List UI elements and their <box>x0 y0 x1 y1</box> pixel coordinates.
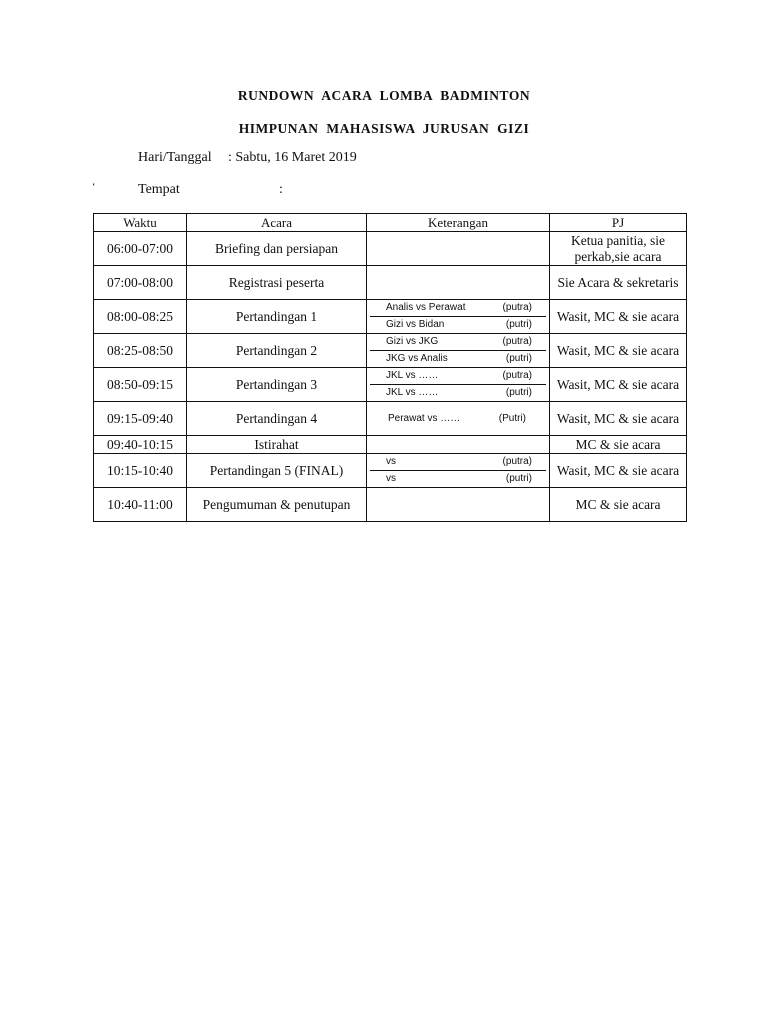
cell-acara: Pertandingan 5 (FINAL) <box>187 454 367 488</box>
match-teams: vs <box>386 456 396 467</box>
cell-waktu: 10:15-10:40 <box>94 454 187 488</box>
cell-waktu: 06:00-07:00 <box>94 232 187 266</box>
table-row <box>94 232 687 266</box>
match-line <box>370 454 546 471</box>
match-teams: Perawat vs …… <box>388 412 461 424</box>
cell-pj: Ketua panitia, sie perkab,sie acara <box>550 232 687 266</box>
cell-keterangan <box>367 300 550 334</box>
cell-waktu: 10:40-11:00 <box>94 488 187 522</box>
match-category: (Putri) <box>498 412 526 424</box>
match-teams: Analis vs Perawat <box>386 302 466 313</box>
match-line <box>370 368 546 385</box>
cell-waktu: 08:25-08:50 <box>94 334 187 368</box>
cell-pj: Sie Acara & sekretaris <box>550 266 687 300</box>
table-row <box>94 488 687 522</box>
column-header-acara: Acara <box>187 214 367 232</box>
cell-keterangan <box>367 368 550 402</box>
column-header-keterangan: Keterangan <box>367 214 550 232</box>
match-category: (putri) <box>505 319 532 330</box>
cell-keterangan <box>367 436 550 454</box>
match-category: (putra) <box>502 336 532 347</box>
match-line <box>370 471 546 487</box>
column-header-waktu: Waktu <box>94 214 187 232</box>
match-line <box>370 334 546 351</box>
table-row <box>94 266 687 300</box>
match-teams: JKG vs Analis <box>386 353 448 364</box>
match-teams: JKL vs …… <box>386 370 439 381</box>
table-row <box>94 436 687 454</box>
table-row <box>94 454 687 488</box>
cell-pj: Wasit, MC & sie acara <box>550 334 687 368</box>
cell-waktu: 08:50-09:15 <box>94 368 187 402</box>
cell-keterangan <box>367 232 550 266</box>
cell-waktu: 08:00-08:25 <box>94 300 187 334</box>
cell-waktu: 09:40-10:15 <box>94 436 187 454</box>
match-line <box>370 300 546 317</box>
place-label: Tempat <box>138 182 180 197</box>
cell-keterangan <box>367 334 550 368</box>
document-subtitle: HIMPUNAN MAHASISWA JURUSAN GIZI <box>238 121 530 136</box>
match-teams: JKL vs …… <box>386 387 439 398</box>
cell-acara: Pertandingan 2 <box>187 334 367 368</box>
cell-pj: MC & sie acara <box>550 488 687 522</box>
match-category: (putra) <box>502 370 532 381</box>
cell-keterangan <box>367 266 550 300</box>
cell-acara: Pengumuman & penutupan <box>187 488 367 522</box>
cell-waktu: 07:00-08:00 <box>94 266 187 300</box>
cell-waktu: 09:15-09:40 <box>94 402 187 436</box>
column-header-pj: PJ <box>550 214 687 232</box>
cell-keterangan <box>367 454 550 488</box>
table-row <box>94 402 687 436</box>
match-teams: vs <box>386 473 396 484</box>
cell-pj: Wasit, MC & sie acara <box>550 368 687 402</box>
match-line <box>370 385 546 401</box>
match-category: (putra) <box>502 302 532 313</box>
stray-mark: ‘ <box>92 182 96 193</box>
rundown-table <box>93 213 687 522</box>
match-category: (putri) <box>505 353 532 364</box>
match-teams: Gizi vs Bidan <box>386 319 445 330</box>
cell-pj: Wasit, MC & sie acara <box>550 300 687 334</box>
cell-keterangan <box>367 488 550 522</box>
match-teams: Gizi vs JKG <box>386 336 439 347</box>
place-value: : <box>279 182 283 197</box>
table-row <box>94 300 687 334</box>
cell-pj: Wasit, MC & sie acara <box>550 402 687 436</box>
date-label: Hari/Tanggal <box>138 150 212 165</box>
cell-acara: Pertandingan 1 <box>187 300 367 334</box>
table-header-row <box>94 214 687 232</box>
cell-pj: MC & sie acara <box>550 436 687 454</box>
date-value: : Sabtu, 16 Maret 2019 <box>228 150 357 165</box>
match-line <box>370 351 546 367</box>
match-line <box>370 402 546 435</box>
cell-acara: Pertandingan 3 <box>187 368 367 402</box>
match-category: (putra) <box>502 456 532 467</box>
cell-keterangan <box>367 402 550 436</box>
document-title: RUNDOWN ACARA LOMBA BADMINTON <box>237 88 531 103</box>
cell-acara: Registrasi peserta <box>187 266 367 300</box>
cell-acara: Istirahat <box>187 436 367 454</box>
cell-pj: Wasit, MC & sie acara <box>550 454 687 488</box>
table-row <box>94 334 687 368</box>
cell-acara: Briefing dan persiapan <box>187 232 367 266</box>
match-category: (putri) <box>505 387 532 398</box>
cell-acara: Pertandingan 4 <box>187 402 367 436</box>
match-category: (putri) <box>505 473 532 484</box>
table-row <box>94 368 687 402</box>
match-line <box>370 317 546 333</box>
